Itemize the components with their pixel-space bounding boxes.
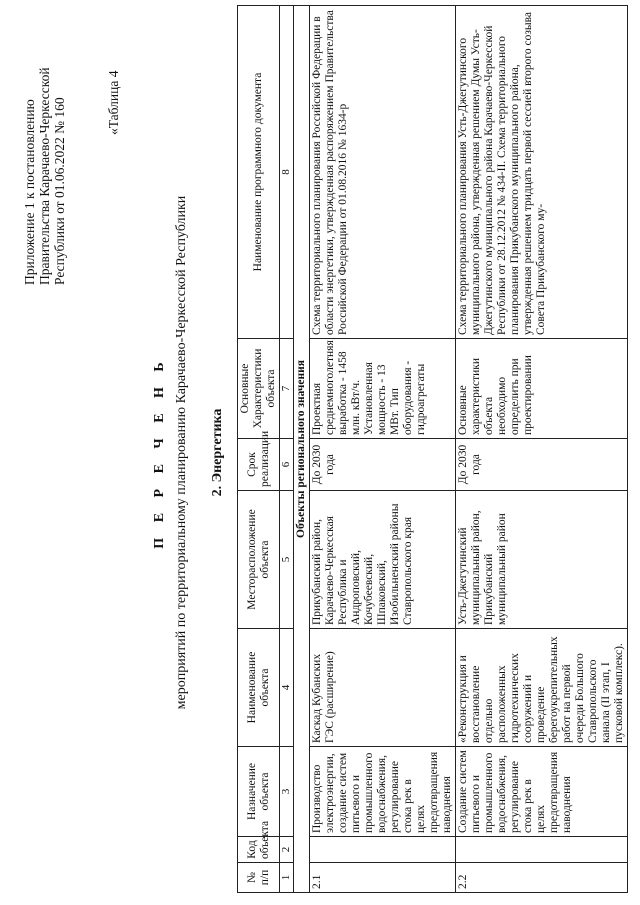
header-row xyxy=(238,6,280,893)
appendix-line: Приложение 1 к постановлению xyxy=(22,99,37,285)
object-location: Усть-Джегутинский муниципальный район, Прикубанский муниципальный район xyxy=(456,491,628,629)
header-cell: Основные Характеристики объекта xyxy=(238,339,280,439)
object-characteristics: Проектная среднемноголетняя выработка - 1458 млн. кВт/ч. Установленная мощность - 13 МВт. Тип оборудования - гидроагрегаты xyxy=(310,339,456,439)
column-number: 8 xyxy=(280,6,294,339)
section-row xyxy=(294,6,310,893)
measures-table xyxy=(237,5,628,893)
header-cell: Код объекта xyxy=(238,837,280,863)
row-number: 2.2 xyxy=(456,863,628,893)
column-number: 7 xyxy=(280,339,294,439)
implementation-term: До 2030 года xyxy=(456,439,628,491)
header-cell: Назначение объекта xyxy=(238,747,280,837)
column-number-row xyxy=(280,6,294,893)
row-number: 2.1 xyxy=(310,863,456,893)
header-cell: Наименование программного документа xyxy=(238,6,280,339)
document-title: П Е Р Е Ч Е Н Ь xyxy=(152,356,167,549)
column-number: 3 xyxy=(280,747,294,837)
column-number: 1 xyxy=(280,863,294,893)
program-document: Схема территориального планирования Российской Федерации в области энергетики, утвержденная распоряжением Правительства Российской Федерации от 01.08.2016 № 1634-р xyxy=(310,6,456,339)
header-cell: Срок реализации xyxy=(238,439,280,491)
object-code xyxy=(456,837,628,863)
header-cell: Месторасположение объекта xyxy=(238,491,280,629)
appendix-block xyxy=(22,67,67,285)
column-number: 5 xyxy=(280,491,294,629)
section-title: 2. Энергетика xyxy=(210,408,225,497)
column-number: 6 xyxy=(280,439,294,491)
implementation-term: До 2030 года xyxy=(310,439,456,491)
section-label: Объекты регионального значения xyxy=(294,6,310,893)
header-cell: № п/п xyxy=(238,863,280,893)
column-number: 4 xyxy=(280,629,294,747)
column-number: 2 xyxy=(280,837,294,863)
object-purpose: Создание систем питьевого и промышленного водоснабжения, регулирование стока рек в целях предотвращения наводнения xyxy=(456,747,628,837)
object-location: Прикубанский район, Карачаево-Черкесская Республика и Андроповский, Кочубеевский, Шпаковский, Изобильненский районы Ставропольского края xyxy=(310,491,456,629)
appendix-line: Правительства Карачаево-Черкесской xyxy=(37,67,52,285)
table-number: «Таблица 4 xyxy=(106,70,121,135)
table-row xyxy=(456,6,628,893)
program-document: Схема территориального планирования Усть-Джегутинского муниципального района, утвержденная решением Думы Усть-Джегутинского муниципального района Карачаево-Черкесской Республики от 28.12.2012 № 434-II. Схема территориального планирования Прикубанского муниципального района, утвержденная решением тридцать первой сессией второго созыва Совета Прикубанского му- xyxy=(456,6,628,339)
appendix-line: Республики от 01.06.2022 № 160 xyxy=(52,97,67,285)
object-name: «Реконструкция и восстановление отдельно расположенных гидротехнических сооружений и проведение берегоукрепительных работ на первой очереди Большого Ставропольского канала (II этап, I пусковой комплекс). xyxy=(456,629,628,747)
header-cell: Наименование объекта xyxy=(238,629,280,747)
document-subtitle: мероприятий по территориальному планированию Карачаево-Черкесской Республики xyxy=(174,195,189,710)
object-name: Каскад Кубанских ГЭС (расширение) xyxy=(310,629,456,747)
object-purpose: Производство электроэнергии, создание систем питьевого и промышленного водоснабжения, регулирование стока рек в целях предотвращения наводнения xyxy=(310,747,456,837)
object-characteristics: Основные характеристики объекта необходимо определить при проектировании xyxy=(456,339,628,439)
object-code xyxy=(310,837,456,863)
table-row xyxy=(310,6,456,893)
